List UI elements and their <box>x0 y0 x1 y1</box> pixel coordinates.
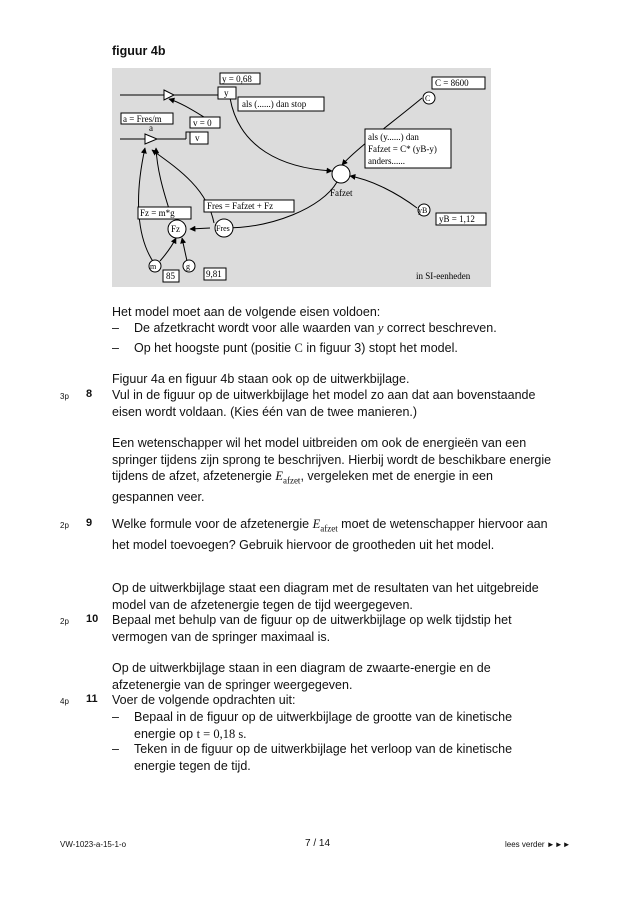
q9-text-end: moet de wetenschapper hiervoor aan het model toevoegen? Gebruik hiervoor de grootheden uit het model. <box>112 517 548 552</box>
label-cond3: anders...... <box>368 156 405 166</box>
label-m-value: 85 <box>166 271 175 281</box>
footer-code: VW-1023-a-15-1-o <box>60 840 127 849</box>
next-page-link[interactable]: lees verder ►►► <box>505 840 571 849</box>
label-m-node: m <box>150 262 157 271</box>
label-g-node: g <box>186 262 190 271</box>
q11-points: 4p <box>60 697 69 706</box>
page-number: 7 / 14 <box>305 838 331 849</box>
label-g-value: 9,81 <box>206 269 222 279</box>
var-e: E <box>275 469 283 483</box>
q10-number: 10 <box>86 613 99 625</box>
label-fres-formula: Fres = Fafzet + Fz <box>207 201 274 211</box>
subscript-afzet: afzet <box>282 475 301 486</box>
q11-number: 11 <box>86 693 98 705</box>
bullet-dash: – <box>112 742 119 756</box>
label-yb-value: yB = 1,12 <box>439 214 475 224</box>
var-y: y <box>377 321 384 335</box>
paragraph-diagram: Op de uitwerkbijlage staat een diagram met de resultaten van het uitgebreide model van de afzetenergie tegen de tijd weergegeven. <box>112 581 539 612</box>
task-item <box>112 709 552 743</box>
formula-time: t = 0,18 s. <box>196 726 247 741</box>
subscript-afzet: afzet <box>320 523 338 534</box>
task-item <box>112 741 552 775</box>
label-a-node: a <box>149 123 153 133</box>
bullet-dash: – <box>112 710 119 724</box>
q8-number: 8 <box>86 388 93 400</box>
label-y-node: y <box>224 88 229 98</box>
note-text: Figuur 4a en figuur 4b staan ook op de uitwerkbijlage. <box>112 372 410 386</box>
label-units: in SI-eenheden <box>416 271 471 281</box>
label-y-init: y = 0,68 <box>222 74 252 84</box>
requirement-text: Op het hoogste punt (positie <box>134 341 295 355</box>
label-cond1: als (y......) dan <box>368 132 419 142</box>
requirement-item <box>112 340 552 357</box>
label-yb-node: yB <box>418 206 428 215</box>
q9-text-start: Welke formule voor de afzetenergie <box>112 517 313 531</box>
paragraph-energy <box>112 435 552 506</box>
q10-points: 2p <box>60 617 69 626</box>
paragraph-energy-text-end: , vergeleken met de energie in een gespannen veer. <box>112 469 493 504</box>
label-fres-node: Fres <box>216 224 230 233</box>
q8-text: Vul in de figuur op de uitwerkbijlage het model zo aan dat aan bovenstaande eisen wordt voldaan. (Kies één van de twee manieren.) <box>112 388 536 419</box>
task-text: Bepaal in de figuur op de uitwerkbijlage de grootte van de kinetische energie op <box>134 710 513 741</box>
bullet-dash: – <box>112 341 119 355</box>
intro-text: Het model moet aan de volgende eisen voldoen: <box>112 305 381 319</box>
label-v-node: v <box>195 133 200 143</box>
q9-number: 9 <box>86 517 93 529</box>
paragraph-energies: Op de uitwerkbijlage staan in een diagram de zwaarte-energie en de afzetenergie van de springer weergegeven. <box>112 661 491 692</box>
label-fz-node: Fz <box>171 224 180 234</box>
bullet-dash: – <box>112 321 119 335</box>
label-a-formula: a = Fres/m <box>123 114 162 124</box>
q9-points: 2p <box>60 521 69 530</box>
requirement-text-end: in figuur 3) stopt het model. <box>302 341 458 355</box>
q9-text <box>112 516 552 554</box>
label-c-node: C <box>425 94 431 103</box>
var-e: E <box>312 517 321 531</box>
label-fz-formula: Fz = m*g <box>140 208 175 218</box>
requirement-item <box>112 320 552 337</box>
q10-text: Bepaal met behulp van de figuur op de uitwerkbijlage op welk tijdstip het vermogen van de springer maximaal is. <box>112 613 512 644</box>
label-cond2: Fafzet = C* (yB-y) <box>368 144 437 154</box>
var-c: C <box>294 341 303 355</box>
requirement-text: De afzetkracht wordt voor alle waarden van <box>134 321 378 335</box>
q11-text: Voer de volgende opdrachten uit: <box>112 693 296 707</box>
figure-4b-diagram <box>112 68 491 287</box>
label-v-init: v = 0 <box>193 118 212 128</box>
label-c-value: C = 8600 <box>435 78 469 88</box>
q8-points: 3p <box>60 392 69 401</box>
requirement-text-end: correct beschreven. <box>383 321 497 335</box>
label-stop: als (......) dan stop <box>242 99 307 109</box>
label-fafzet: Fafzet <box>330 188 353 198</box>
figure-title: figuur 4b <box>112 44 166 58</box>
task-text: Teken in de figuur op de uitwerkbijlage het verloop van de kinetische energie tegen de tijd. <box>134 742 513 773</box>
paragraph-energy-text: Een wetenschapper wil het model uitbreiden om ook de energieën van een springer tijdens zijn sprong te beschrijven. Hierbij wordt de beschikbare energie tijdens de afzet, afzetenergie <box>112 436 552 483</box>
